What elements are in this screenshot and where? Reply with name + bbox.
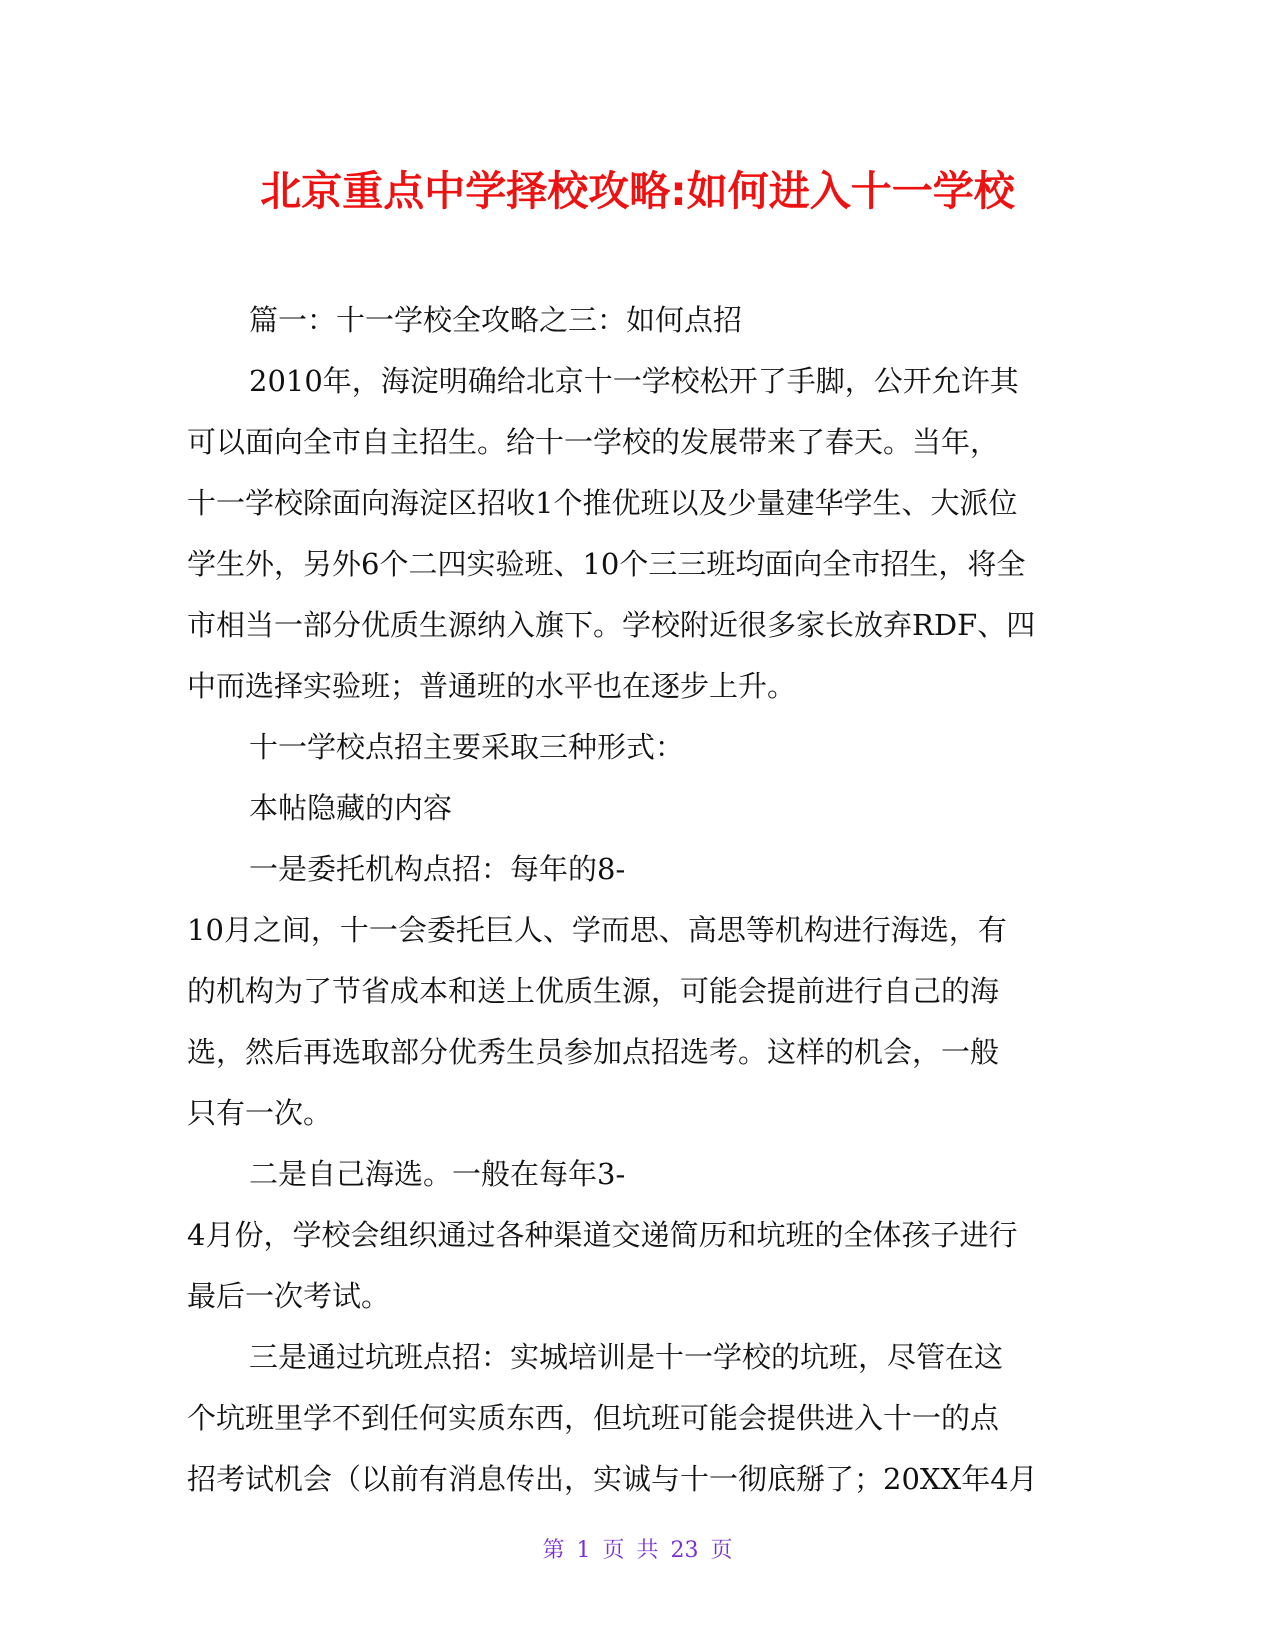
text-line: 招考试机会（以前有消息传出，实诚与十一彻底掰了；20XX年4月 [187, 1462, 1038, 1496]
text-line: 三是通过坑班点招：实城培训是十一学校的坑班，尽管在这 [249, 1340, 1004, 1374]
text-line: 的机构为了节省成本和送上优质生源，可能会提前进行自己的海 [187, 974, 1000, 1008]
text-line: 10月之间，十一会委托巨人、学而思、高思等机构进行海选，有 [187, 913, 1007, 947]
text-line: 4月份，学校会组织通过各种渠道交递简历和坑班的全体孩子进行 [187, 1218, 1018, 1252]
text-line: 篇一：十一学校全攻略之三：如何点招 [249, 303, 743, 337]
footer-label-unit2: 页 [710, 1538, 733, 1563]
document-title: 北京重点中学择校攻略:如何进入十一学校 [260, 167, 1015, 215]
text-line: 可以面向全市自主招生。给十一学校的发展带来了春天。当年， [187, 425, 1000, 459]
footer-total-pages: 23 [670, 1538, 699, 1563]
footer-label-page: 第 [542, 1538, 565, 1563]
text-line: 选，然后再选取部分优秀生员参加点招选考。这样的机会，一般 [187, 1035, 1000, 1069]
text-line: 本帖隐藏的内容 [249, 791, 453, 825]
text-line: 2010年，海淀明确给北京十一学校松开了手脚，公开允许其 [249, 364, 1019, 398]
text-line: 一是委托机构点招：每年的8- [249, 852, 626, 886]
text-line: 最后一次考试。 [187, 1279, 391, 1313]
text-line: 二是自己海选。一般在每年3- [249, 1157, 626, 1191]
footer-label-unit: 页 [602, 1538, 625, 1563]
text-line: 个坑班里学不到任何实质东西，但坑班可能会提供进入十一的点 [187, 1401, 1000, 1435]
document-body [187, 290, 1087, 1510]
page-footer [0, 1536, 1275, 1566]
text-line: 学生外，另外6个二四实验班、10个三三班均面向全市招生，将全 [187, 547, 1026, 581]
text-line: 十一学校点招主要采取三种形式： [249, 730, 685, 764]
footer-label-total: 共 [636, 1538, 659, 1563]
text-line: 十一学校除面向海淀区招收1个推优班以及少量建华学生、大派位 [187, 486, 1018, 520]
text-line: 中而选择实验班；普通班的水平也在逐步上升。 [187, 669, 797, 703]
text-line: 只有一次。 [187, 1096, 333, 1130]
footer-current-page: 1 [576, 1538, 591, 1563]
text-line: 市相当一部分优质生源纳入旗下。学校附近很多家长放弃RDF、四 [187, 608, 1036, 642]
